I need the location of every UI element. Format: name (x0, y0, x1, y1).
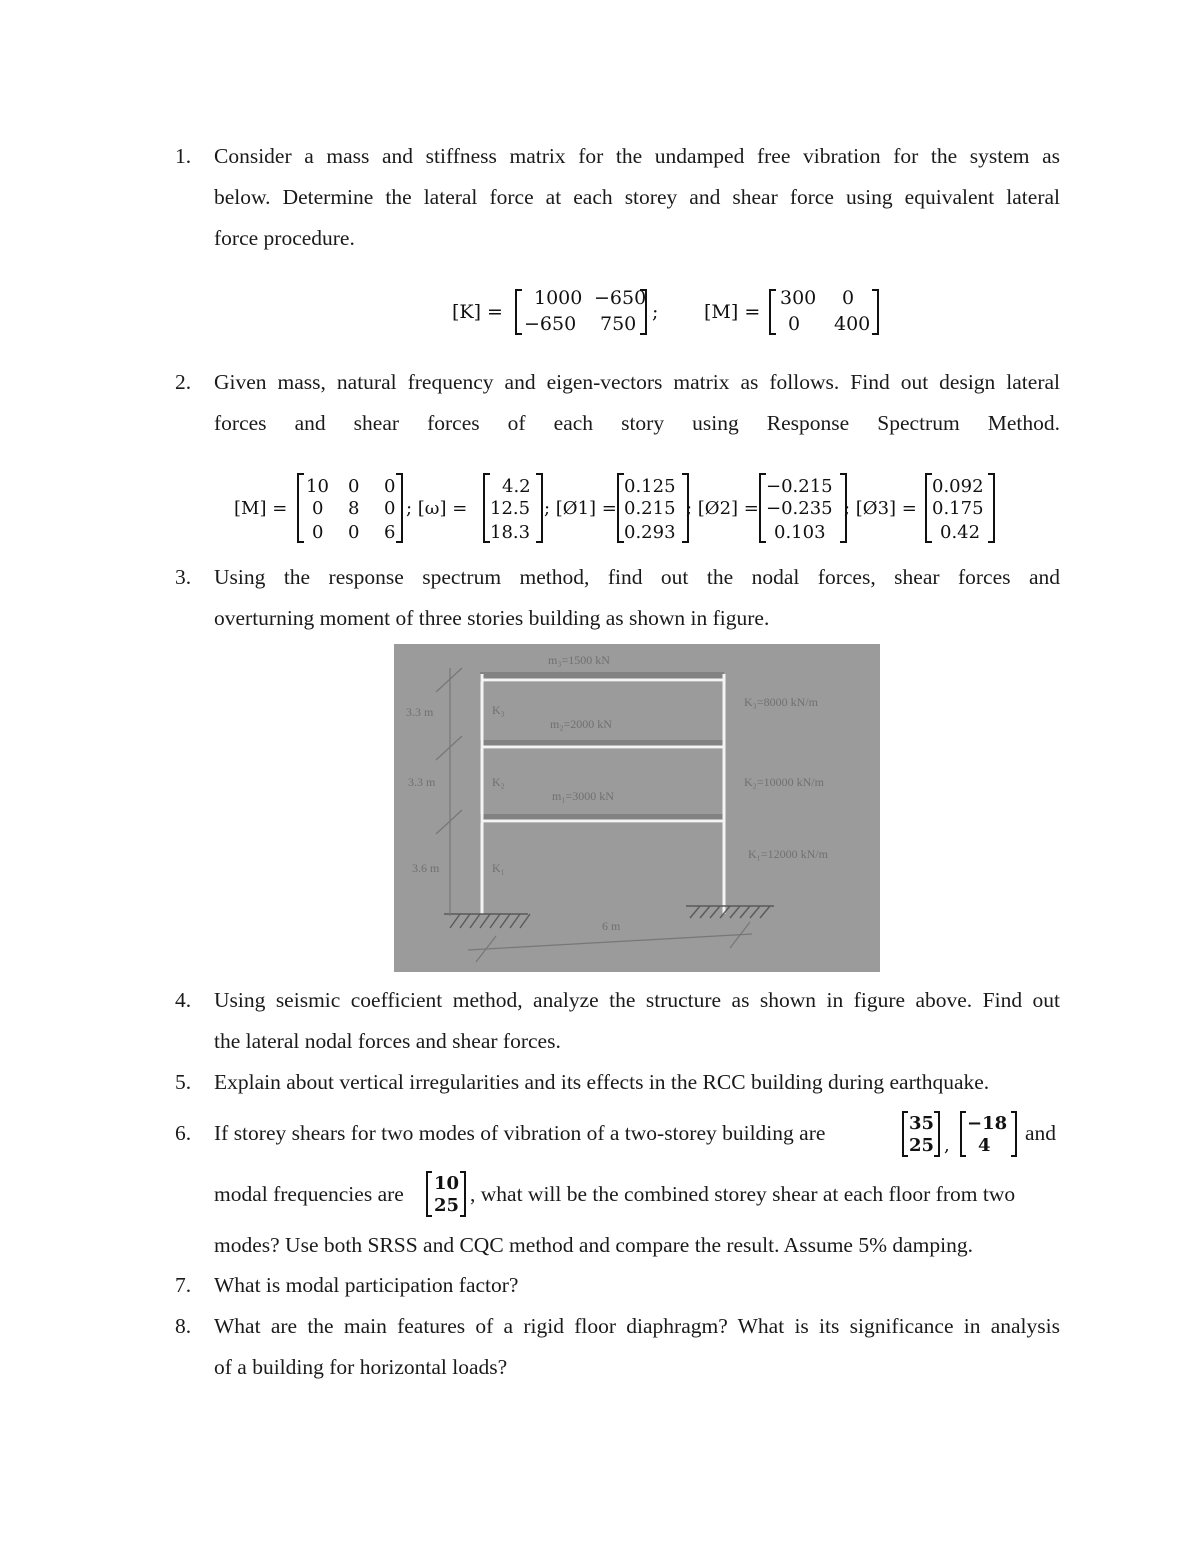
text-line: modal frequencies are (214, 1182, 404, 1206)
k-22: 750 (600, 313, 637, 335)
mass-cell: 6 (384, 522, 396, 543)
k-11: 1000 (534, 287, 583, 309)
phi2-cell: −0.235 (766, 498, 833, 519)
k3-label: K₃=8000 kN/m (744, 695, 818, 709)
text-line: and (1025, 1121, 1057, 1145)
text-line: Consider a mass and stiffness matrix for the undamped free vibration for the system as (214, 144, 1060, 168)
mass-matrix-label: [M] = (234, 498, 288, 519)
text-line: What is modal participation factor? (214, 1273, 519, 1297)
text-line: Explain about vertical irregularities and its effects in the RCC building during earthquake. (214, 1070, 990, 1094)
mode1-shear-2: 25 (909, 1135, 935, 1156)
k1-left-label: K₁ (492, 861, 505, 875)
text-line: forces and shear forces of each story using Response Spectrum Method. (214, 411, 1060, 435)
m-matrix-label: [M] = (704, 301, 761, 323)
question-number: 1. (175, 144, 192, 168)
k1-label: K₁=12000 kN/m (748, 847, 828, 861)
frequency-2: 25 (434, 1195, 460, 1216)
omega-cell: 4.2 (502, 476, 531, 497)
mode2-shear-2: 4 (978, 1135, 991, 1156)
phi1-label: ; [Ø1] = (544, 498, 617, 519)
eq-separator: ; (652, 301, 659, 323)
mass-cell: 10 (306, 476, 329, 497)
m-21: 0 (788, 313, 801, 335)
k2-label: K₂=10000 kN/m (744, 775, 824, 789)
omega-label: ; [ω] = (406, 498, 468, 519)
equation-modal-data (230, 468, 1010, 548)
question-text (214, 1306, 1060, 1388)
question-number: 7. (175, 1273, 192, 1297)
question-text (214, 980, 1060, 1062)
phi3-cell: 0.092 (932, 476, 984, 497)
vector-separator: , (944, 1135, 950, 1156)
text-line: modes? Use both SRSS and CQC method and compare the result. Assume 5% damping. (214, 1233, 973, 1257)
m-11: 300 (780, 287, 817, 309)
phi3-label: ; [Ø3] = (844, 498, 917, 519)
storey-shear-vectors (898, 1108, 1024, 1160)
k-12: −650 (594, 287, 647, 309)
phi1-cell: 0.293 (624, 522, 676, 543)
modal-frequency-vector (424, 1168, 470, 1220)
frequency-1: 10 (434, 1173, 460, 1194)
text-line: What are the main features of a rigid floor diaphragm? What is its significance in analysis (214, 1314, 1060, 1338)
text-line: below. Determine the lateral force at each storey and shear force using equivalent lateral (214, 185, 1060, 209)
question-number: 4. (175, 988, 192, 1012)
building-frame-figure (394, 644, 880, 972)
question-number: 5. (175, 1070, 192, 1094)
phi2-cell: 0.103 (774, 522, 826, 543)
text-line: If storey shears for two modes of vibration of a two-storey building are (214, 1121, 826, 1145)
text-line: overturning moment of three stories building as shown in figure. (214, 606, 770, 630)
h1-label: 3.6 m (412, 861, 440, 875)
mass-cell: 0 (312, 522, 324, 543)
text-line: the lateral nodal forces and shear forces. (214, 1029, 561, 1053)
phi3-cell: 0.42 (940, 522, 981, 543)
text-line: , what will be the combined storey shear at each floor from two (470, 1182, 1016, 1206)
phi1-cell: 0.125 (624, 476, 676, 497)
mass-cell: 8 (348, 498, 360, 519)
phi3-cell: 0.175 (932, 498, 984, 519)
m1-label: m₁=3000 kN (552, 789, 614, 803)
mass-cell: 0 (384, 476, 396, 497)
m2-label: m₂=2000 kN (550, 717, 612, 731)
m-12: 0 (842, 287, 855, 309)
m3-label: m₃=1500 kN (548, 653, 610, 667)
question-number: 3. (175, 565, 192, 589)
mass-cell: 0 (312, 498, 324, 519)
question-number: 6. (175, 1121, 192, 1145)
question-number: 8. (175, 1314, 192, 1338)
k2-left-label: K₂ (492, 775, 505, 789)
h2-label: 3.3 m (408, 775, 436, 789)
question-text (214, 362, 1060, 444)
text-line: force procedure. (214, 226, 355, 250)
mass-cell: 0 (348, 522, 360, 543)
span-label: 6 m (602, 919, 621, 933)
phi2-label: ; [Ø2] = (686, 498, 759, 519)
mode1-shear-1: 35 (909, 1113, 935, 1134)
question-text (214, 136, 1060, 259)
m-22: 400 (834, 313, 871, 335)
phi2-cell: −0.215 (766, 476, 833, 497)
question-number: 2. (175, 370, 192, 394)
mass-cell: 0 (384, 498, 396, 519)
question-text (214, 557, 1060, 639)
question-text (214, 1062, 1060, 1103)
text-line: Given mass, natural frequency and eigen-vectors matrix as follows. Find out design lateral (214, 370, 1060, 394)
text-line: Using the response spectrum method, find out the nodal forces, shear forces and (214, 565, 1060, 589)
k3-left-label: K₃ (492, 703, 505, 717)
omega-cell: 18.3 (490, 522, 531, 543)
phi1-cell: 0.215 (624, 498, 676, 519)
k-21: −650 (524, 313, 577, 335)
text-line: of a building for horizontal loads? (214, 1355, 508, 1379)
equation-stiffness-mass-matrices (440, 282, 900, 342)
omega-cell: 12.5 (490, 498, 531, 519)
text-line: Using seismic coefficient method, analyze the structure as shown in figure above. Find out (214, 988, 1060, 1012)
h3-label: 3.3 m (406, 705, 434, 719)
question-text (214, 1265, 1060, 1306)
mass-cell: 0 (348, 476, 360, 497)
mode2-shear-1: −18 (967, 1113, 1008, 1134)
k-matrix-label: [K] = (452, 301, 503, 323)
